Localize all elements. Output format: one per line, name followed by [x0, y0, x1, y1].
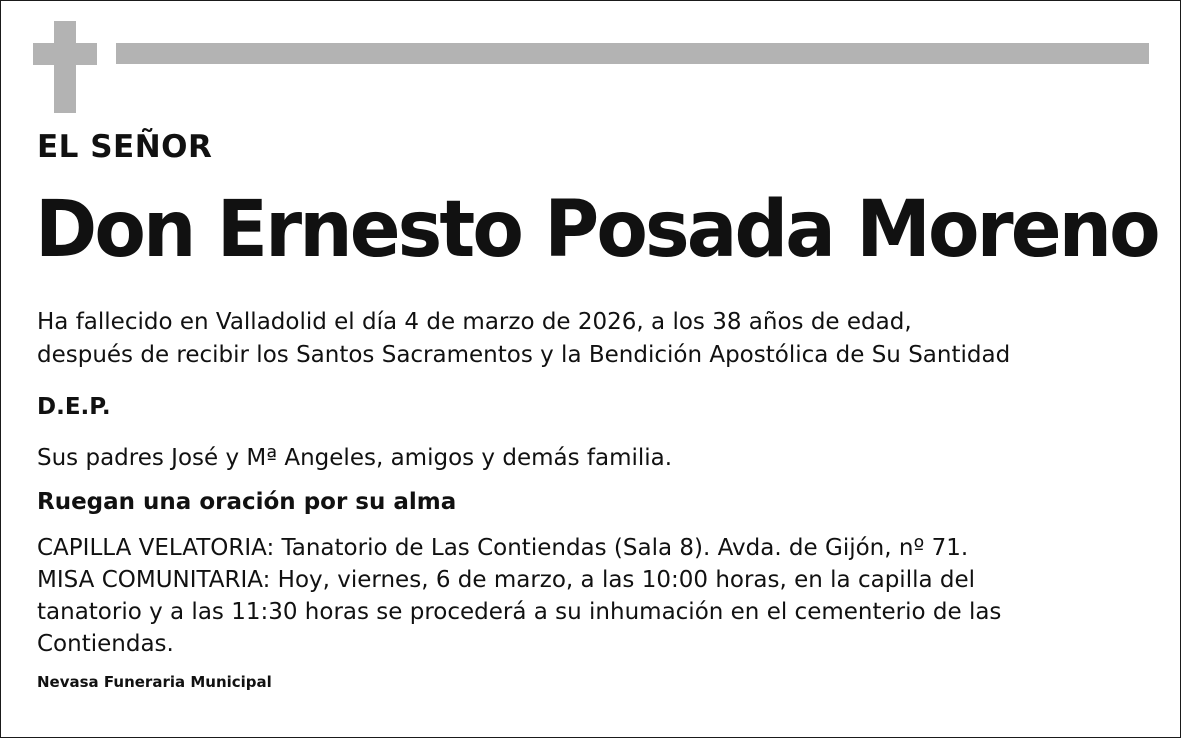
death-line-2: después de recibir los Santos Sacramentos y la Bendición Apostólica de Su Santidad [37, 342, 1011, 368]
dep-label: D.E.P. [37, 394, 111, 420]
honorific: EL SEÑOR [37, 129, 213, 165]
death-line-1: Ha fallecido en Valladolid el día 4 de marzo de 2026, a los 38 años de edad, [37, 309, 912, 335]
family-line: Sus padres José y Mª Angeles, amigos y demás familia. [37, 445, 673, 471]
details-line-2: MISA COMUNITARIA: Hoy, viernes, 6 de marzo, a las 10:00 horas, en la capilla del [37, 567, 976, 593]
details-line-4: Contiendas. [37, 631, 174, 657]
details-line-1: CAPILLA VELATORIA: Tanatorio de Las Contiendas (Sala 8). Avda. de Gijón, nº 71. [37, 535, 969, 561]
deceased-name: Don Ernesto Posada Moreno [35, 185, 1158, 275]
funeral-home: Nevasa Funeraria Municipal [37, 673, 272, 691]
header-rule [116, 43, 1149, 64]
cross-icon [33, 21, 97, 113]
prayer-line: Ruegan una oración por su alma [37, 489, 457, 515]
details-line-3: tanatorio y a las 11:30 horas se procederá a su inhumación en el cementerio de las [37, 599, 1002, 625]
